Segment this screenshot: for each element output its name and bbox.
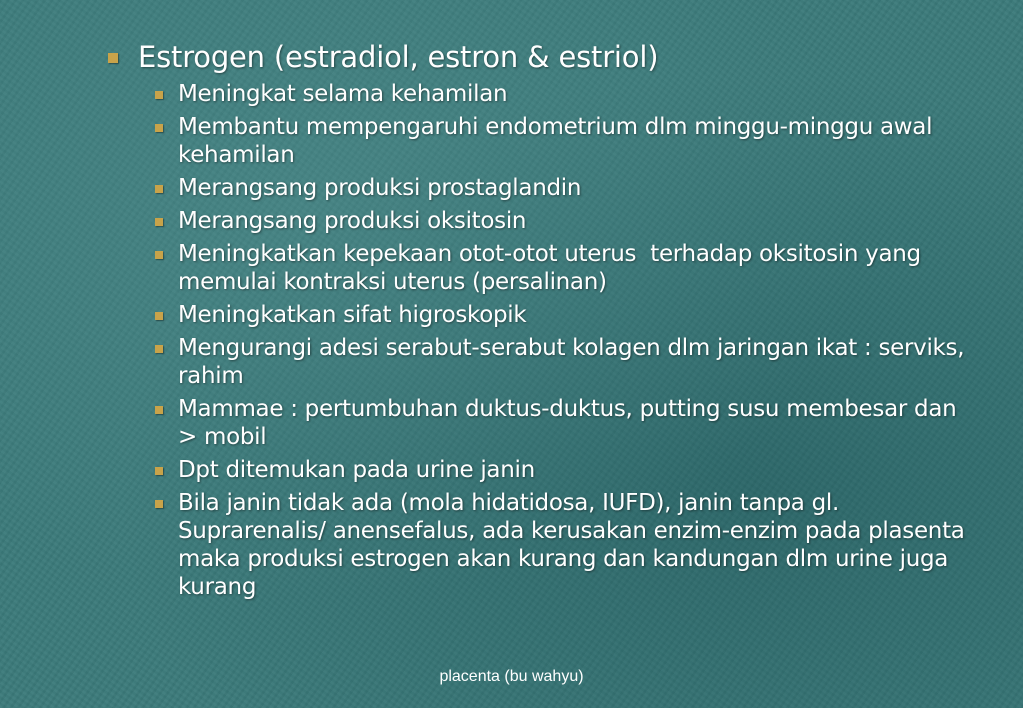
list-item: [155, 174, 975, 202]
list-item-text: Bila janin tidak ada (mola hidatidosa, IUFD), janin tanpa gl. Suprarenalis/ anensefalus, ada kerusakan enzim-enzim pada plasenta maka produksi estrogen akan kurang dan kandungan dlm urine juga kurang: [178, 490, 972, 600]
list-item-text: Dpt ditemukan pada urine janin: [178, 457, 535, 483]
list-item: [155, 334, 975, 390]
list-item-text: Mammae : pertumbuhan duktus-duktus, putting susu membesar dan > mobil: [178, 396, 964, 450]
list-item: [155, 395, 975, 451]
list-item-text: Meningkatkan kepekaan otot-otot uterus terhadap oksitosin yang memulai kontraksi uterus (persalinan): [178, 241, 928, 295]
square-bullet-icon: [155, 312, 163, 320]
list-item: [155, 240, 975, 296]
main-bullet-text: Estrogen (estradiol, estron & estriol): [138, 40, 659, 74]
list-item-text: Merangsang produksi prostaglandin: [178, 175, 582, 201]
square-bullet-icon: [155, 251, 163, 259]
square-bullet-icon: [155, 124, 163, 132]
list-item: [155, 456, 975, 484]
square-bullet-icon: [155, 218, 163, 226]
list-item-text: Membantu mempengaruhi endometrium dlm minggu-minggu awal kehamilan: [178, 114, 940, 168]
slide-footer: placenta (bu wahyu): [439, 668, 584, 685]
list-item-text: Meningkat selama kehamilan: [178, 81, 508, 107]
main-bullet-item: [108, 38, 988, 76]
list-item-text: Mengurangi adesi serabut-serabut kolagen dlm jaringan ikat : serviks, rahim: [178, 335, 972, 389]
list-item-text: Meningkatkan sifat higroskopik: [178, 302, 527, 328]
list-item: [155, 113, 975, 169]
list-item-text: Merangsang produksi oksitosin: [178, 208, 527, 234]
square-bullet-icon: [155, 500, 163, 508]
list-item: [155, 80, 975, 108]
square-bullet-icon: [108, 53, 118, 63]
list-item: [155, 489, 975, 601]
square-bullet-icon: [155, 91, 163, 99]
square-bullet-icon: [155, 467, 163, 475]
square-bullet-icon: [155, 345, 163, 353]
sub-bullet-list: [155, 80, 975, 606]
square-bullet-icon: [155, 185, 163, 193]
list-item: [155, 301, 975, 329]
square-bullet-icon: [155, 406, 163, 414]
list-item: [155, 207, 975, 235]
